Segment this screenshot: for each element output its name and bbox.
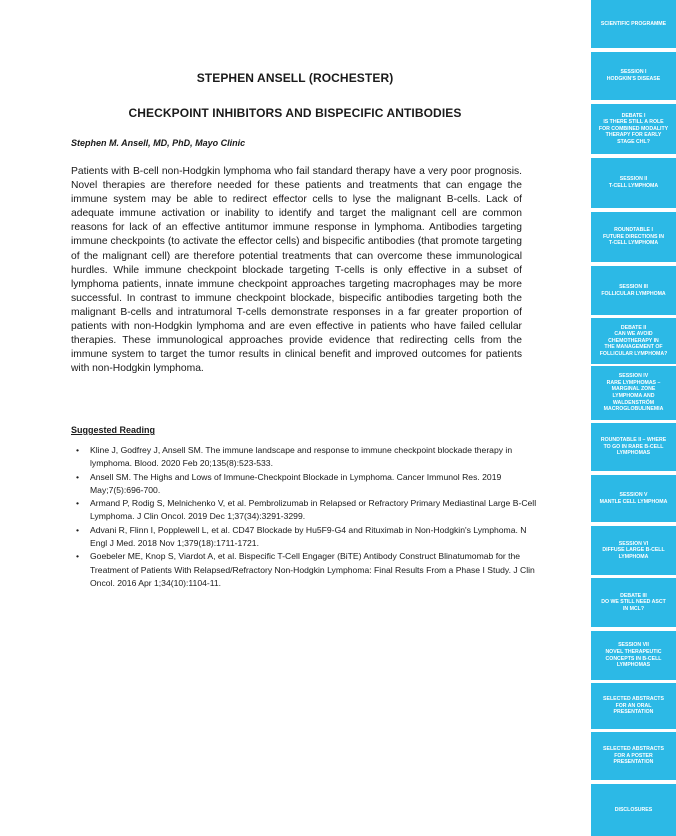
nav-label: SESSION VI DIFFUSE LARGE B-CELL LYMPHOMA bbox=[602, 540, 665, 560]
author-line: Stephen M. Ansell, MD, PhD, Mayo Clinic bbox=[71, 138, 246, 148]
nav-session-2[interactable] bbox=[591, 158, 676, 208]
nav-label: DEBATE I IS THERE STILL A ROLE FOR COMBINED MODALITY THERAPY FOR EARLY STAGE CHL? bbox=[598, 112, 669, 145]
programme-sidebar bbox=[591, 0, 676, 836]
nav-debate-3[interactable] bbox=[591, 578, 676, 627]
nav-label: SELECTED ABSTRACTS FOR AN ORAL PRESENTATION bbox=[603, 696, 664, 716]
nav-roundtable-1[interactable] bbox=[591, 212, 676, 262]
nav-session-4[interactable] bbox=[591, 366, 676, 420]
reference-item: • Kline J, Godfrey J, Ansell SM. The immune landscape and response to immune checkpoint blockade therapy in lymphoma. Blood. 2020 Feb 20;135(8):523-533. bbox=[71, 444, 541, 471]
nav-label: DEBATE II CAN WE AVOID CHEMOTHERAPY IN THE MANAGEMENT OF FOLLICULAR LYMPHOMA? bbox=[599, 324, 668, 357]
nav-label: DEBATE III DO WE STILL NEED ASCT IN MCL? bbox=[601, 592, 666, 612]
nav-oral-abstracts[interactable] bbox=[591, 683, 676, 729]
nav-label: SESSION IV RARE LYMPHOMAS – MARGINAL ZONE LYMPHOMA AND WALDENSTRÖM MACROGLOBULINEMIA bbox=[603, 373, 664, 413]
reference-item: • Armand P, Rodig S, Melnichenko V, et al. Pembrolizumab in Relapsed or Refractory Primary Mediastinal Large B-Cell Lymphoma. J Clin Oncol. 2019 Dec 1;37(34):3291-3299. bbox=[71, 497, 541, 524]
talk-title: CHECKPOINT INHIBITORS AND BISPECIFIC ANTIBODIES bbox=[128, 106, 462, 120]
reference-item: • Ansell SM. The Highs and Lows of Immune-Checkpoint Blockade in Lymphoma. Cancer Immunol Res. 2019 May;7(5):696-700. bbox=[71, 471, 541, 498]
nav-label: ROUNDTABLE II – WHERE TO GO IN RARE B-CELL LYMPHOMAS bbox=[600, 437, 667, 457]
reference-list bbox=[71, 444, 541, 590]
nav-debate-1[interactable] bbox=[591, 104, 676, 154]
nav-label: SELECTED ABSTRACTS FOR A POSTER PRESENTATION bbox=[603, 746, 664, 766]
nav-roundtable-2[interactable] bbox=[591, 423, 676, 471]
nav-label: SESSION V MANTLE CELL LYMPHOMA bbox=[599, 491, 668, 505]
nav-label: SESSION VII NOVEL THERAPEUTIC CONCEPTS IN B-CELL LYMPHOMAS bbox=[605, 642, 662, 669]
nav-session-7[interactable] bbox=[591, 631, 676, 680]
nav-scientific-programme[interactable] bbox=[591, 0, 676, 48]
nav-disclosures[interactable] bbox=[591, 784, 676, 836]
suggested-reading-heading: Suggested Reading bbox=[71, 425, 156, 435]
nav-label: ROUNDTABLE I FUTURE DIRECTIONS IN T-CELL LYMPHOMA bbox=[602, 227, 665, 247]
nav-debate-2[interactable] bbox=[591, 318, 676, 364]
nav-label: SESSION III FOLLICULAR LYMPHOMA bbox=[601, 283, 666, 297]
nav-label: SESSION I HODGKIN'S DISEASE bbox=[606, 69, 661, 82]
abstract-text: Patients with B-cell non-Hodgkin lymphoma who fail standard therapy have a very poor prognosis. Novel therapies are therefore needed for these patients and treatments that can engage the immune system may be able to redirect effector cells to lyse the malignant B-cells. Lack of adequate immune activation or inability to identify and target the malignant cell are common reasons for lack of an effective antitumor immune response in lymphoma. Antibodies targeting immune checkpoints (to activate the effector cells) and bispecific antibodies (that promote targeting of the malignant cell) are therefore potential treatments that can overcome these immunological hurdles. While immune checkpoint blockade targeting T-cells is only effective in a subset of lymphoma patients, innate immune checkpoint approaches targeting macrophages may be more successful. In contrast to immune checkpoint blockade, bispecific antibodies targeting both the malignant B-cells and intratumoral T-cells demonstrate responses in a far greater proportion of patients with non-Hodgkin lymphoma and are even effective in patients who have failed cellular therapies. These immunological approaches provide evidence that redirecting cells from the immune system to target the tumor results in clinical benefit and improved outcomes for patients with non-Hodgkin lymphoma. bbox=[71, 166, 522, 375]
nav-label: DISCLOSURES bbox=[614, 806, 653, 813]
reference-item: • Goebeler ME, Knop S, Viardot A, et al. Bispecific T-Cell Engager (BiTE) Antibody Construct Blinatumomab for the Treatment of Patients With Relapsed/Refractory Non-Hodgkin Lymphoma: Final Results From a Phase I Study. J Clin Oncol. 2016 Apr 1;34(10):1104-11. bbox=[71, 550, 541, 590]
nav-session-6[interactable] bbox=[591, 526, 676, 575]
nav-label: SESSION II T-CELL LYMPHOMA bbox=[608, 176, 659, 189]
nav-label: SCIENTIFIC PROGRAMME bbox=[600, 20, 667, 27]
nav-session-5[interactable] bbox=[591, 475, 676, 522]
reference-item: • Advani R, Flinn I, Popplewell L, et al. CD47 Blockade by Hu5F9-G4 and Rituximab in Non-Hodgkin's Lymphoma. N Engl J Med. 2018 Nov 1;379(18):1711-1721. bbox=[71, 524, 541, 551]
nav-session-3[interactable] bbox=[591, 266, 676, 315]
nav-poster-abstracts[interactable] bbox=[591, 732, 676, 780]
speaker-heading: STEPHEN ANSELL (ROCHESTER) bbox=[196, 71, 394, 85]
nav-session-1[interactable] bbox=[591, 52, 676, 100]
